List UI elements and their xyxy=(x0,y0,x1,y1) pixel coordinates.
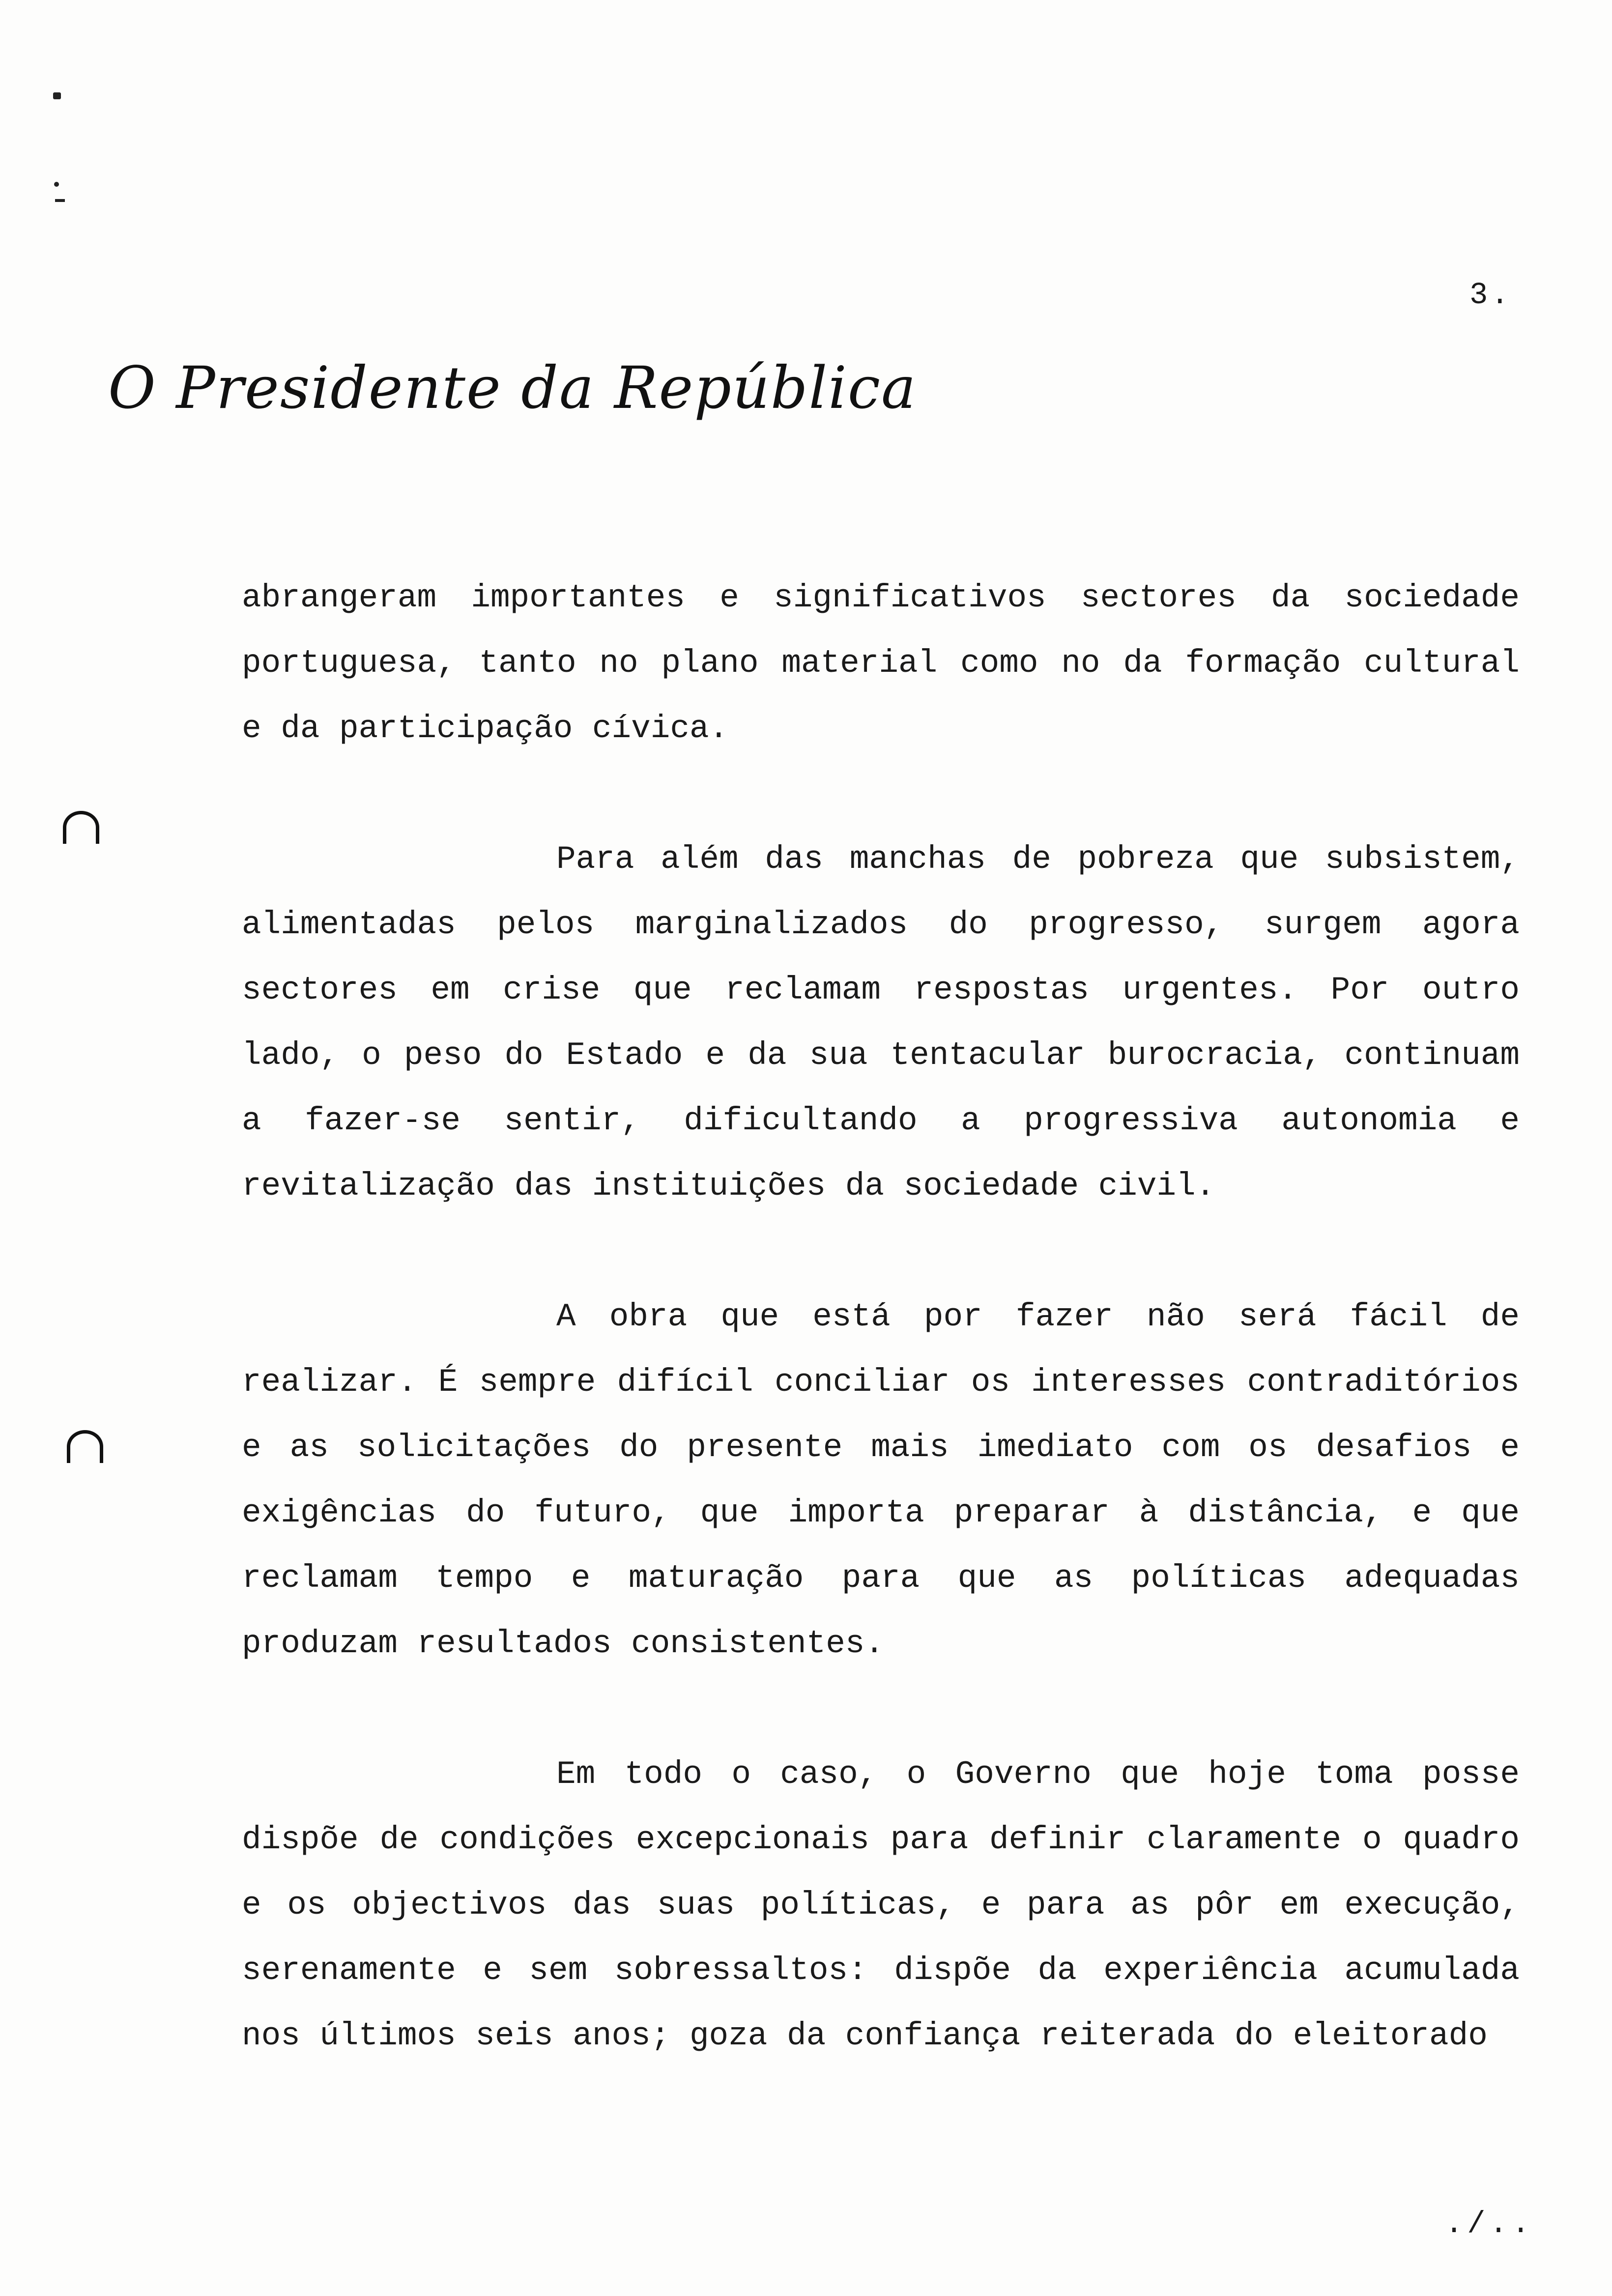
continuation-mark: ./.. xyxy=(1445,2207,1534,2241)
paragraph: Em todo o caso, o Governo que hoje toma posse dispõe de condições excepcionais para definir claramente o quadro e os objectivos das suas políticas, e para as pôr em execução, serenamente e sem sobressaltos: dispõe da experiência acumulada nos últimos seis anos; goza da confiança reiterada do eleitorado xyxy=(242,1756,1520,2054)
paragraph: A obra que está por fazer não será fácil de realizar. É sempre difícil conciliar os interesses contraditórios e as solicitações do presente mais imediato com os desafios e exigências do futuro, que importa preparar à distância, e que reclamam tempo e maturação para que as políticas adequadas produzam resultados consistentes. xyxy=(242,1298,1520,1662)
body-text xyxy=(242,565,1520,2068)
letterhead-title: O Presidente da República xyxy=(108,354,917,422)
scan-speck xyxy=(55,199,65,202)
hole-punch-mark xyxy=(63,811,99,844)
scan-speck xyxy=(53,92,61,99)
page-number: 3. xyxy=(1469,278,1512,313)
scan-speck xyxy=(54,182,59,187)
hole-punch-mark xyxy=(67,1430,103,1463)
paragraph: Para além das manchas de pobreza que subsistem, alimentadas pelos marginalizados do progresso, surgem agora sectores em crise que reclamam respostas urgentes. Por outro lado, o peso do Estado e da sua tentacular burocracia, continuam a fazer-se sentir, dificultando a progressiva autonomia e revitalização das instituições da sociedade civil. xyxy=(242,841,1520,1205)
paragraph: abrangeram importantes e significativos sectores da sociedade portuguesa, tanto no plano material como no da formação cultural e da participação cívica. xyxy=(242,579,1520,747)
